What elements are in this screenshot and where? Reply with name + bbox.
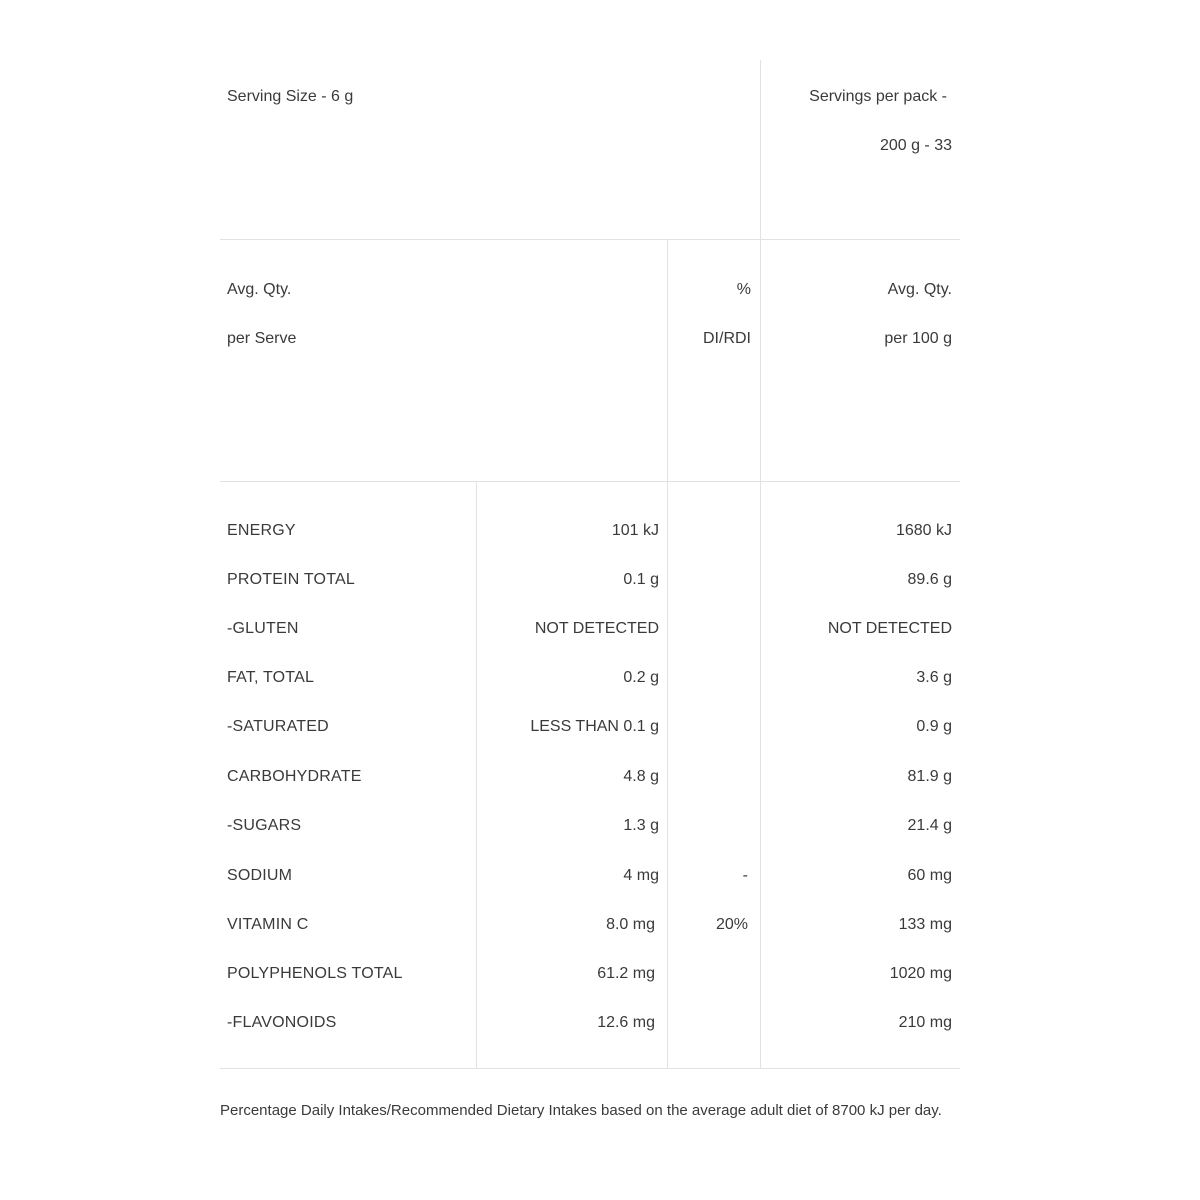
rdi-header-line2: DI/RDI bbox=[703, 330, 751, 347]
footnote: Percentage Daily Intakes/Recommended Dietary Intakes based on the average adult diet of 8700 kJ per day. bbox=[220, 1102, 942, 1119]
row-per-serve: 4 mg bbox=[623, 867, 659, 884]
divider-bottom bbox=[220, 1068, 960, 1069]
divider-serve-column bbox=[476, 481, 477, 1068]
row-per-serve: 12.6 mg bbox=[597, 1014, 655, 1031]
row-per-serve: 101 kJ bbox=[611, 522, 659, 539]
row-per-100g: 133 mg bbox=[898, 916, 952, 933]
row-per-serve: 8.0 mg bbox=[606, 916, 655, 933]
row-per-serve: 1.3 g bbox=[623, 817, 659, 834]
row-label: ENERGY bbox=[227, 522, 296, 539]
row-per-serve: 0.2 g bbox=[623, 669, 659, 686]
divider-column-headers bbox=[220, 481, 960, 482]
row-per-serve: LESS THAN 0.1 g bbox=[530, 718, 659, 735]
row-label: -SATURATED bbox=[227, 718, 329, 735]
row-label: FAT, TOTAL bbox=[227, 669, 315, 686]
row-label: CARBOHYDRATE bbox=[227, 768, 362, 785]
row-rdi: - bbox=[742, 867, 748, 884]
rdi-header-line1: % bbox=[736, 281, 751, 298]
nutrition-table bbox=[220, 60, 960, 1070]
row-per-100g: 60 mg bbox=[907, 867, 952, 884]
row-rdi: 20% bbox=[715, 916, 748, 933]
row-per-serve: 0.1 g bbox=[623, 571, 659, 588]
row-per-100g: 1020 mg bbox=[889, 965, 952, 982]
servings-per-pack-line2: 200 g - 33 bbox=[879, 137, 952, 154]
row-per-100g: 21.4 g bbox=[907, 817, 952, 834]
row-per-100g: 3.6 g bbox=[916, 669, 952, 686]
row-per-100g: NOT DETECTED bbox=[827, 620, 952, 637]
per-serve-header-line2: per Serve bbox=[227, 330, 297, 347]
row-per-serve: NOT DETECTED bbox=[534, 620, 659, 637]
per100-header-line1: Avg. Qty. bbox=[887, 281, 952, 298]
row-label: -GLUTEN bbox=[227, 620, 299, 637]
divider-rdi-column bbox=[667, 240, 668, 1068]
row-per-serve: 61.2 mg bbox=[597, 965, 655, 982]
divider-per100-column bbox=[760, 60, 761, 1068]
row-per-100g: 210 mg bbox=[898, 1014, 952, 1031]
row-label: POLYPHENOLS TOTAL bbox=[227, 965, 403, 982]
row-label: -FLAVONOIDS bbox=[227, 1014, 337, 1031]
serving-size: Serving Size - 6 g bbox=[227, 88, 354, 105]
row-label: SODIUM bbox=[227, 867, 293, 884]
row-per-100g: 1680 kJ bbox=[895, 522, 952, 539]
divider-header bbox=[220, 239, 960, 240]
row-per-serve: 4.8 g bbox=[623, 768, 659, 785]
servings-per-pack-line1: Servings per pack - bbox=[809, 88, 947, 105]
row-per-100g: 81.9 g bbox=[907, 768, 952, 785]
row-label: VITAMIN C bbox=[227, 916, 309, 933]
row-label: PROTEIN TOTAL bbox=[227, 571, 355, 588]
per100-header-line2: per 100 g bbox=[884, 330, 952, 347]
row-per-100g: 89.6 g bbox=[907, 571, 952, 588]
per-serve-header-line1: Avg. Qty. bbox=[227, 281, 292, 298]
row-per-100g: 0.9 g bbox=[916, 718, 952, 735]
row-label: -SUGARS bbox=[227, 817, 302, 834]
